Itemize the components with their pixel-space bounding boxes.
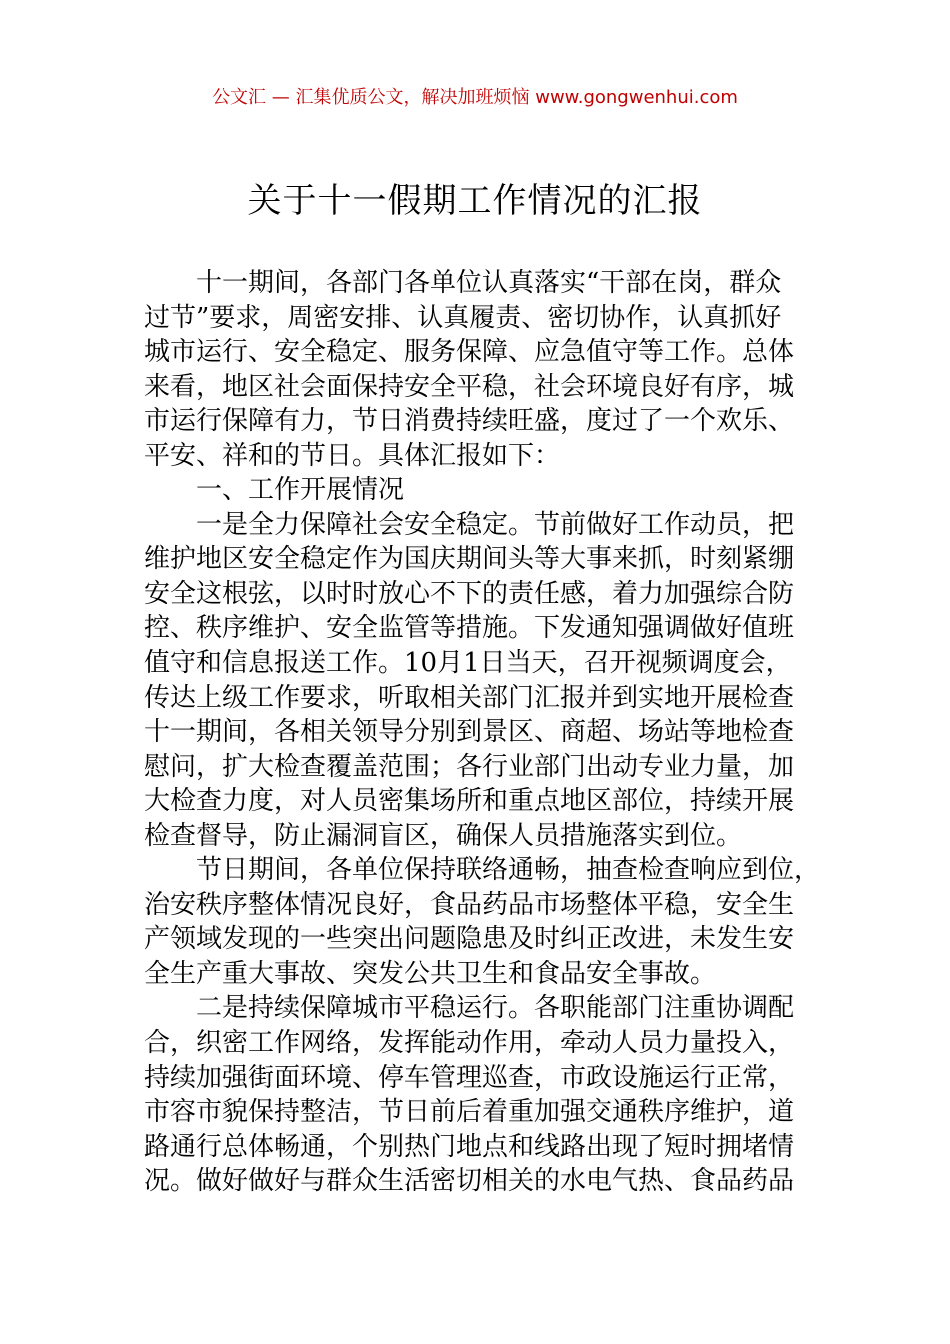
body-line: 慰问，扩大检查覆盖范围；各行业部门出动专业力量，加 <box>144 751 795 782</box>
body-line: 十一期间，各部门各单位认真落实“干部在岗，群众 <box>196 268 782 298</box>
body-line: 平安、祥和的节日。具体汇报如下： <box>144 440 561 471</box>
body-line: 二是持续保障城市平稳运行。各职能部门注重协调配 <box>196 993 795 1024</box>
body-line: 检查督导，防止漏洞盲区，确保人员措施落实到位。 <box>144 820 743 851</box>
body-line: 市容市貌保持整洁，节日前后着重加强交通秩序维护，道 <box>144 1097 795 1128</box>
body-line: 过节”要求，周密安排、认真履责、密切协作，认真抓好 <box>144 302 782 333</box>
header-banner: 公文汇 — 汇集优质公文，解决加班烦恼 www.gongwenhui.com <box>212 87 738 108</box>
body-line: 节日期间，各单位保持联络通畅，抽查检查响应到位， <box>196 855 821 886</box>
document-body <box>144 266 834 1199</box>
document-title: 关于十一假期工作情况的汇报 <box>247 181 703 221</box>
body-line: 一是全力保障社会安全稳定。节前做好工作动员，把 <box>196 509 795 540</box>
body-line: 路通行总体畅通，个别热门地点和线路出现了短时拥堵情 <box>144 1131 795 1162</box>
body-line: 持续加强街面环境、停车管理巡查，市政设施运行正常， <box>144 1062 795 1093</box>
body-line: 治安秩序整体情况良好，食品药品市场整体平稳，安全生 <box>144 889 795 920</box>
body-line: 值守和信息报送工作。10月1日当天，召开视频调度会， <box>144 648 792 679</box>
body-line: 大检查力度，对人员密集场所和重点地区部位，持续开展 <box>144 786 795 817</box>
body-line: 全生产重大事故、突发公共卫生和食品安全事故。 <box>144 958 717 989</box>
body-line: 一、工作开展情况 <box>196 475 405 506</box>
body-line: 来看，地区社会面保持安全平稳，社会环境良好有序，城 <box>144 371 795 402</box>
body-line: 况。做好做好与群众生活密切相关的水电气热、食品药品 <box>144 1166 795 1197</box>
body-line: 城市运行、安全稳定、服务保障、应急值守等工作。总体 <box>144 337 795 368</box>
body-line: 产领域发现的一些突出问题隐患及时纠正改进，未发生安 <box>144 924 795 955</box>
body-line: 控、秩序维护、安全监管等措施。下发通知强调做好值班 <box>144 613 795 644</box>
body-line: 传达上级工作要求，听取相关部门汇报并到实地开展检查 <box>144 682 795 713</box>
body-line: 十一期间，各相关领导分别到景区、商超、场站等地检查 <box>144 717 795 748</box>
body-line: 市运行保障有力，节日消费持续旺盛，度过了一个欢乐、 <box>144 406 795 437</box>
body-line: 安全这根弦，以时时放心不下的责任感，着力加强综合防 <box>144 578 795 609</box>
body-line: 维护地区安全稳定作为国庆期间头等大事来抓，时刻紧绷 <box>144 544 795 575</box>
body-line: 合，织密工作网络，发挥能动作用，牵动人员力量投入， <box>144 1028 795 1059</box>
